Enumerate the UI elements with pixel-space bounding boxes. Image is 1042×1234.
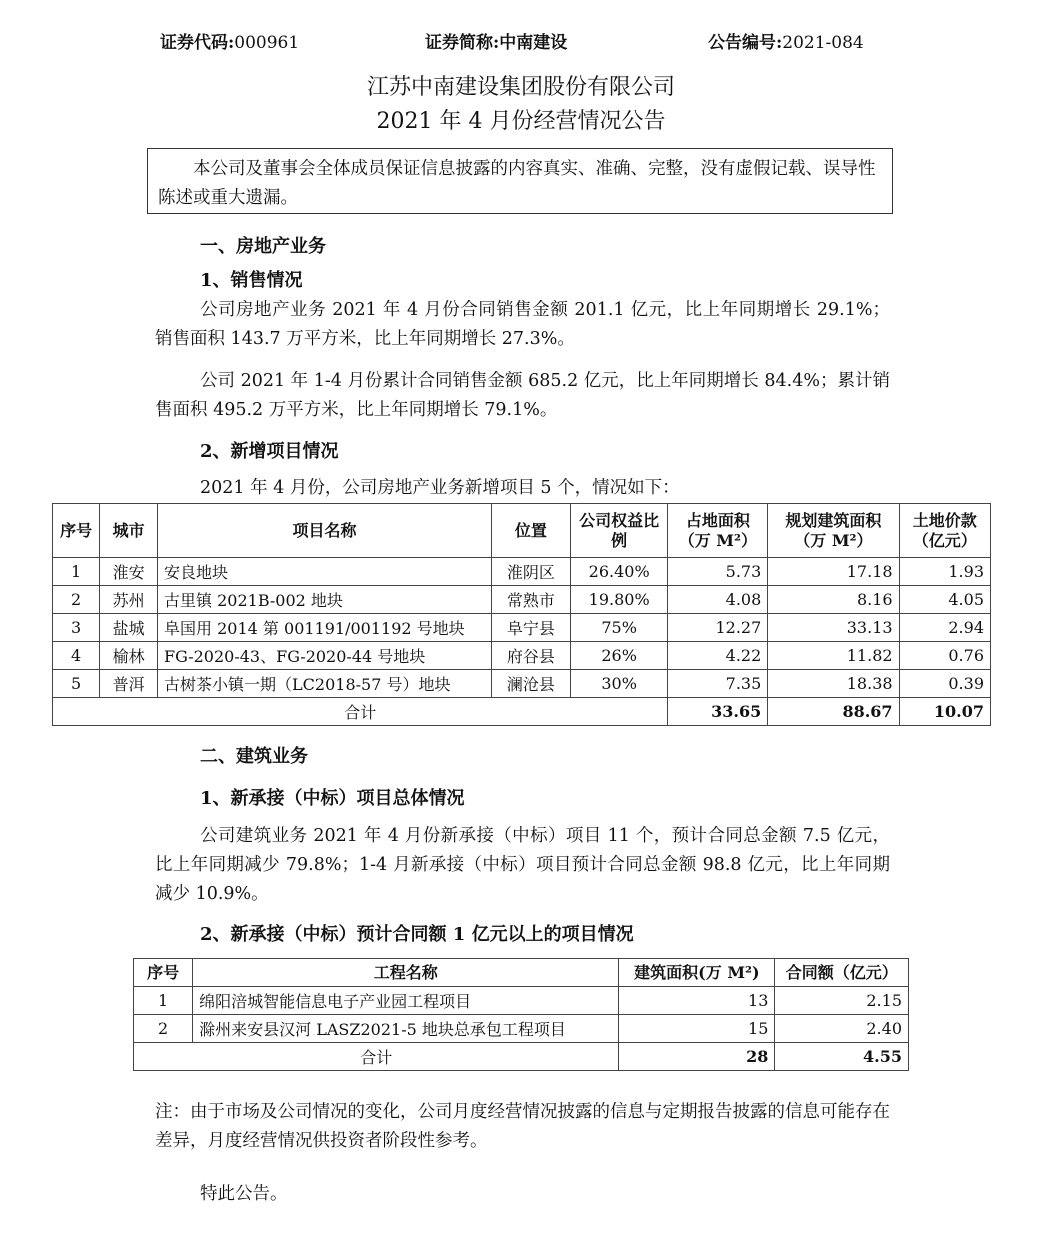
cell: 4.05	[899, 586, 990, 614]
total-cell: 4.55	[775, 1043, 909, 1071]
total-label: 合计	[134, 1043, 619, 1071]
new-contracts-heading: 1、新承接（中标）项目总体情况	[200, 788, 465, 809]
sales-heading: 1、销售情况	[200, 270, 303, 291]
cell: 2.40	[775, 1015, 909, 1043]
cell: 2	[53, 586, 100, 614]
total-label: 合计	[53, 698, 668, 726]
announcement-no-label: 公告编号:	[708, 33, 783, 53]
large-contracts-heading: 2、新承接（中标）预计合同额 1 亿元以上的项目情况	[200, 924, 634, 945]
total-cell: 28	[619, 1043, 775, 1071]
cell: 滁州来安县汉河 LASZ2021-5 地块总承包工程项目	[193, 1015, 619, 1043]
cell: 13	[619, 987, 775, 1015]
stock-abbr-label: 证券简称:	[425, 33, 500, 53]
col-header: 序号	[134, 959, 193, 987]
cell: 苏州	[100, 586, 158, 614]
cell: 12.27	[668, 614, 768, 642]
cell: 26.40%	[570, 558, 668, 586]
table-row	[53, 670, 991, 698]
disclaimer-box: 本公司及董事会全体成员保证信息披露的内容真实、准确、完整，没有虚假记载、误导性陈述或重大遗漏。	[147, 148, 893, 214]
cell: 30%	[570, 670, 668, 698]
cell: 17.18	[768, 558, 899, 586]
cell: 盐城	[100, 614, 158, 642]
cell: 19.80%	[570, 586, 668, 614]
cell: 府谷县	[492, 642, 571, 670]
cell: 古树茶小镇一期（LC2018-57 号）地块	[158, 670, 492, 698]
total-cell: 10.07	[899, 698, 990, 726]
col-header: 建筑面积(万 M²)	[619, 959, 775, 987]
cell: 3	[53, 614, 100, 642]
cell: 安良地块	[158, 558, 492, 586]
cell: 2	[134, 1015, 193, 1043]
new-projects-intro: 2021 年 4 月份，公司房地产业务新增项目 5 个，情况如下：	[200, 478, 680, 498]
announcement-no	[708, 28, 864, 53]
col-header: 合同额（亿元）	[775, 959, 909, 987]
stock-code-label: 证券代码:	[160, 33, 235, 53]
total-cell: 33.65	[668, 698, 768, 726]
cell: 常熟市	[492, 586, 571, 614]
note-paragraph: 注：由于市场及公司情况的变化，公司月度经营情况披露的信息与定期报告披露的信息可能存在差异，月度经营情况供投资者阶段性参考。	[155, 1102, 890, 1151]
cell: 4	[53, 642, 100, 670]
cell: 淮安	[100, 558, 158, 586]
cell: 古里镇 2021B-002 地块	[158, 586, 492, 614]
table-row	[53, 642, 991, 670]
stock-code	[160, 28, 299, 53]
col-header: 工程名称	[193, 959, 619, 987]
cell: 26%	[570, 642, 668, 670]
cell: 阜国用 2014 第 001191/001192 号地块	[158, 614, 492, 642]
cell: 15	[619, 1015, 775, 1043]
cell: 0.76	[899, 642, 990, 670]
stock-abbr	[425, 28, 567, 53]
cell: 0.39	[899, 670, 990, 698]
col-header: 占地面积（万 M²）	[668, 504, 768, 558]
report-title: 2021 年 4 月份经营情况公告	[376, 109, 666, 134]
table-row	[53, 614, 991, 642]
cell: 4.08	[668, 586, 768, 614]
table-row	[134, 1015, 909, 1043]
cell: 1	[53, 558, 100, 586]
cell: 2.15	[775, 987, 909, 1015]
announcement-no-value: 2021-084	[782, 33, 864, 53]
total-cell: 88.67	[768, 698, 899, 726]
cell: 阜宁县	[492, 614, 571, 642]
stock-code-value: 000961	[234, 33, 300, 53]
cell: 绵阳涪城智能信息电子产业园工程项目	[193, 987, 619, 1015]
table-total-row	[134, 1043, 909, 1071]
col-header: 序号	[53, 504, 100, 558]
cell: 5	[53, 670, 100, 698]
cell: 普洱	[100, 670, 158, 698]
cell: 75%	[570, 614, 668, 642]
cell: 2.94	[899, 614, 990, 642]
cell: 淮阴区	[492, 558, 571, 586]
cell: FG-2020-43、FG-2020-44 号地块	[158, 642, 492, 670]
col-header: 规划建筑面积（万 M²）	[768, 504, 899, 558]
cell: 5.73	[668, 558, 768, 586]
cell: 11.82	[768, 642, 899, 670]
cell: 7.35	[668, 670, 768, 698]
col-header: 项目名称	[158, 504, 492, 558]
sales-paragraph-1: 公司房地产业务 2021 年 4 月份合同销售金额 201.1 亿元，比上年同期增长 29.1%；销售面积 143.7 万平方米，比上年同期增长 27.3%。	[155, 300, 890, 349]
company-title: 江苏中南建设集团股份有限公司	[366, 75, 675, 100]
section-construction-heading: 二、建筑业务	[200, 746, 308, 767]
table-row	[53, 586, 991, 614]
cell: 4.22	[668, 642, 768, 670]
cell: 榆林	[100, 642, 158, 670]
section-real-estate-heading: 一、房地产业务	[200, 236, 326, 257]
land-projects-table	[52, 503, 991, 726]
new-contracts-paragraph: 公司建筑业务 2021 年 4 月份新承接（中标）项目 11 个，预计合同总金额 7.5 亿元，比上年同期减少 79.8%；1-4 月新承接（中标）项目预计合同总金额 98.8 亿元，比上年同期减少 10.9%。	[155, 826, 890, 904]
col-header: 公司权益比例	[570, 504, 668, 558]
contracts-table	[133, 958, 909, 1071]
col-header: 土地价款（亿元）	[899, 504, 990, 558]
cell: 1	[134, 987, 193, 1015]
cell: 澜沧县	[492, 670, 571, 698]
new-projects-heading: 2、新增项目情况	[200, 441, 339, 462]
cell: 1.93	[899, 558, 990, 586]
table-row	[53, 558, 991, 586]
table-header-row	[53, 504, 991, 558]
sales-paragraph-2: 公司 2021 年 1-4 月份累计合同销售金额 685.2 亿元，比上年同期增长 84.4%；累计销售面积 495.2 万平方米，比上年同期增长 79.1%。	[155, 371, 890, 420]
col-header: 城市	[100, 504, 158, 558]
cell: 33.13	[768, 614, 899, 642]
cell: 18.38	[768, 670, 899, 698]
stock-abbr-value: 中南建设	[499, 33, 568, 53]
cell: 8.16	[768, 586, 899, 614]
col-header: 位置	[492, 504, 571, 558]
closing-text: 特此公告。	[200, 1184, 288, 1204]
table-header-row	[134, 959, 909, 987]
table-row	[134, 987, 909, 1015]
table-total-row	[53, 698, 991, 726]
